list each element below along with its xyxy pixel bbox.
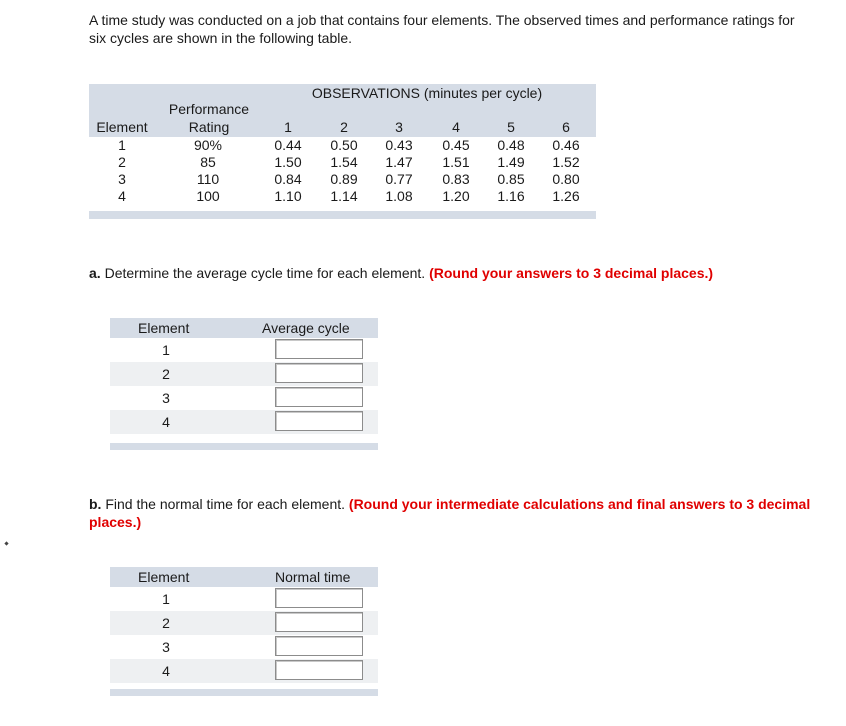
cycle-header: 2 [340,119,348,135]
element-number: 2 [162,366,170,382]
cycle-header: 6 [562,119,570,135]
table-row [110,611,378,635]
normal-time-input-3[interactable] [275,636,363,656]
element-cell: 3 [118,171,126,187]
time-cell: 1.52 [552,154,580,170]
table-row [110,338,378,362]
part-b-question [89,495,819,531]
part-a-label: a. [89,265,101,281]
time-cell: 1.54 [330,154,358,170]
average-cycle-input-2[interactable] [275,363,363,383]
element-number: 3 [162,390,170,406]
time-cell: 0.80 [552,171,580,187]
time-cell: 1.51 [442,154,470,170]
average-cycle-footer-bar [110,443,378,450]
time-cell: 0.48 [497,137,525,153]
table-row [110,587,378,611]
normal-time-input-4[interactable] [275,660,363,680]
time-cell: 0.44 [274,137,302,153]
part-a-hint: (Round your answers to 3 decimal places.) [429,265,714,281]
time-cell: 0.77 [385,171,413,187]
element-number: 3 [162,639,170,655]
rating-cell: 85 [200,154,216,170]
average-cycle-input-1[interactable] [275,339,363,359]
time-cell: 1.47 [385,154,413,170]
average-cycle-input-4[interactable] [275,411,363,431]
time-cell: 0.43 [385,137,413,153]
rating-header-line1: Performance [168,101,250,117]
time-cell: 1.50 [274,154,302,170]
time-cell: 1.08 [385,188,413,204]
observations-title: OBSERVATIONS (minutes per cycle) [311,85,543,101]
part-a-question [89,264,713,282]
time-cell: 1.16 [497,188,525,204]
element-header: Element [96,119,148,135]
element-number: 4 [162,663,170,679]
time-cell: 0.45 [442,137,470,153]
problem-intro: A time study was conducted on a job that contains four elements. The observed times and performance ratings for six cycles are shown in the following table. [89,12,795,46]
average-cycle-input-3[interactable] [275,387,363,407]
element-number: 1 [162,591,170,607]
element-number: 4 [162,414,170,430]
cycle-header: 3 [395,119,403,135]
time-cell: 0.46 [552,137,580,153]
part-a-text: Determine the average cycle time for each element. [104,265,426,281]
rating-cell: 110 [196,171,220,187]
time-cell: 1.10 [274,188,302,204]
average-cycle-column-header: Average cycle [262,320,350,336]
element-cell: 4 [118,188,126,204]
rating-header-line2: Rating [188,119,230,135]
normal-time-footer-bar [110,689,378,696]
cycle-header: 1 [284,119,292,135]
part-b-hint: (Round your intermediate calculations and final answers to 3 decimal places.) [89,496,811,530]
time-cell: 0.85 [497,171,525,187]
table-row [110,362,378,386]
decorative-mark [4,541,8,545]
element-cell: 1 [118,137,126,153]
time-cell: 0.83 [442,171,470,187]
element-number: 2 [162,615,170,631]
part-b-label: b. [89,496,102,512]
normal-time-input-2[interactable] [275,612,363,632]
time-cell: 1.14 [330,188,358,204]
normal-time-header [110,567,378,587]
rating-cell: 100 [196,188,220,204]
table-row [110,386,378,410]
average-cycle-header [110,318,378,338]
observations-footer-bar [89,211,596,219]
element-column-header: Element [138,320,190,336]
normal-time-column-header: Normal time [275,569,351,585]
time-cell: 0.84 [274,171,302,187]
element-cell: 2 [118,154,126,170]
time-cell: 0.50 [330,137,358,153]
time-cell: 0.89 [330,171,358,187]
time-cell: 1.49 [497,154,525,170]
table-row [110,635,378,659]
time-cell: 1.26 [552,188,580,204]
table-row [110,659,378,683]
cycle-header: 4 [452,119,460,135]
element-column-header: Element [138,569,190,585]
normal-time-input-1[interactable] [275,588,363,608]
cycle-header: 5 [507,119,515,135]
table-row [110,410,378,434]
time-cell: 1.20 [442,188,470,204]
rating-cell: 90% [193,137,223,153]
element-number: 1 [162,342,170,358]
part-b-text: Find the normal time for each element. [105,496,346,512]
